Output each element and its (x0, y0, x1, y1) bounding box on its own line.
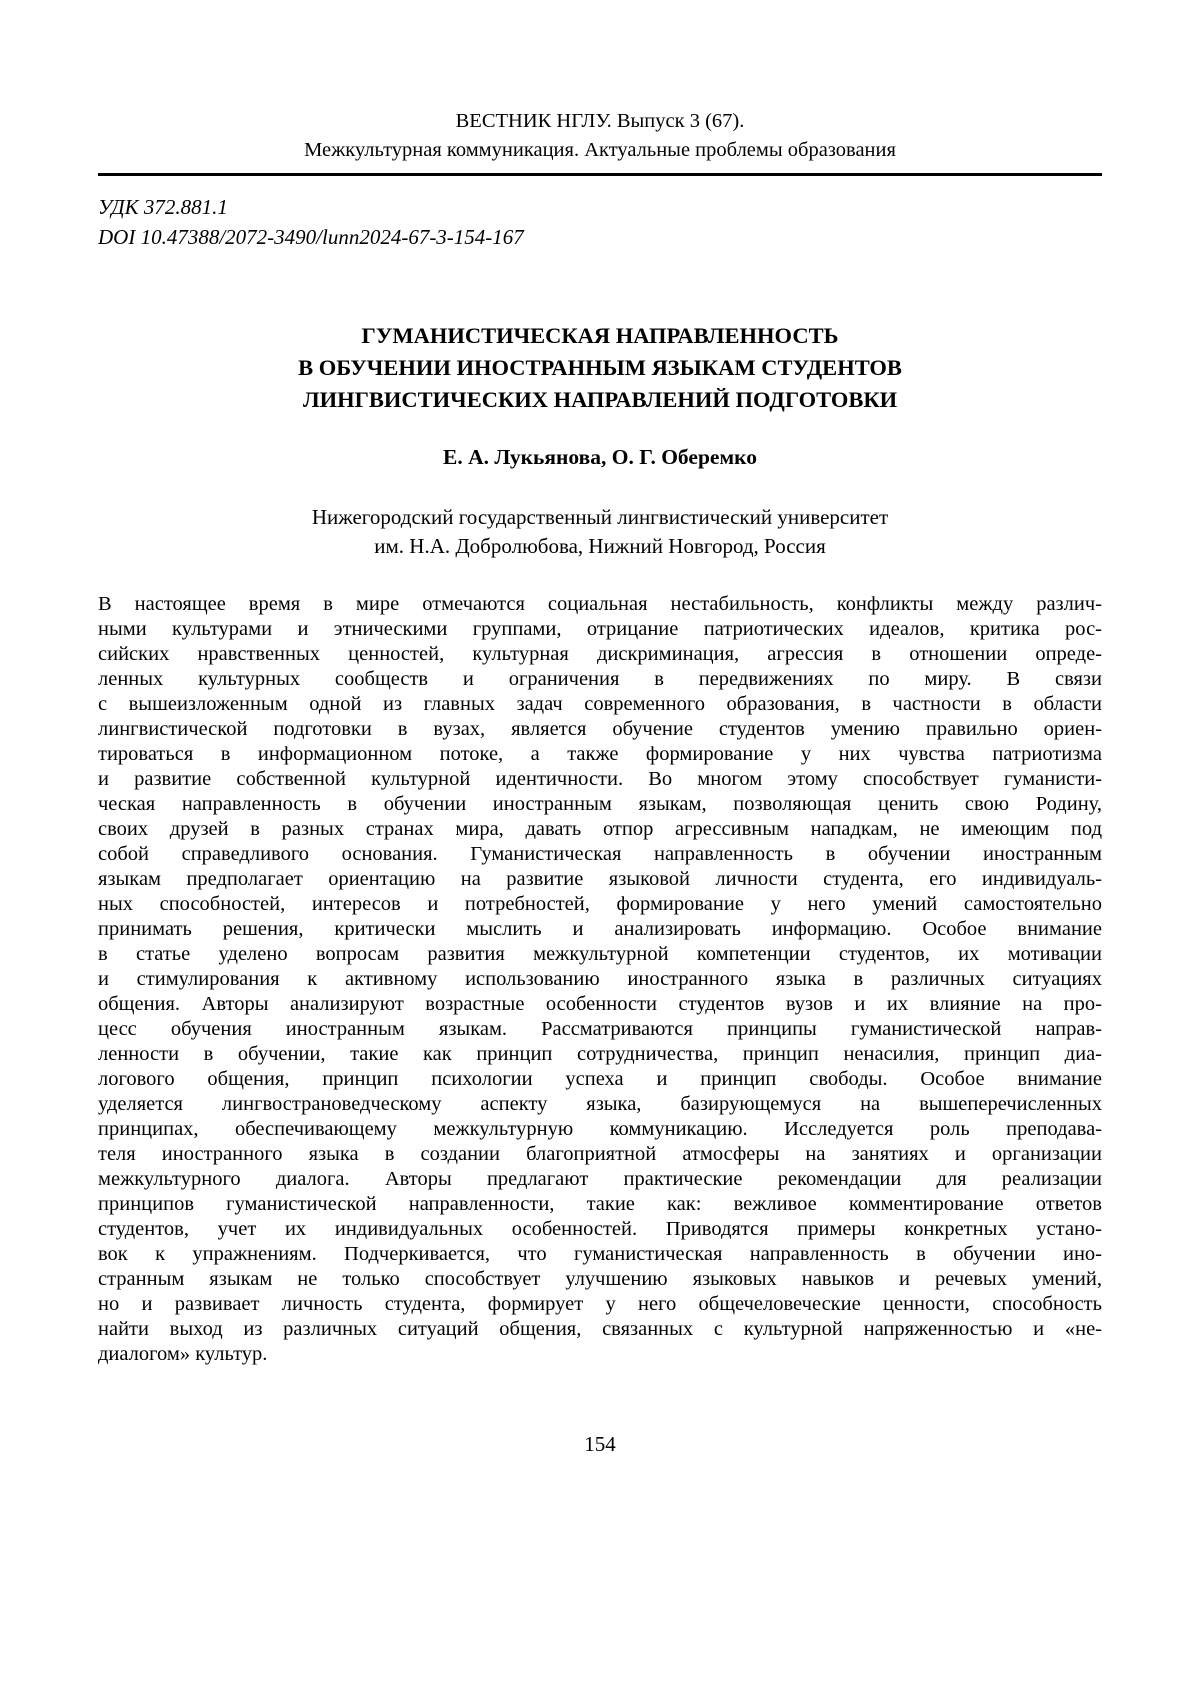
abstract-line: лингвистической подготовки в вузах, является обучение студентов умению правильно ориен- (98, 718, 1102, 740)
abstract-line: но и развивает личность студента, формирует у него общечеловеческие ценности, способность (98, 1293, 1102, 1315)
abstract-line: В настоящее время в мире отмечаются социальная нестабильность, конфликты между различ- (98, 593, 1102, 615)
abstract-line: сийских нравственных ценностей, культурная дискриминация, агрессия в отношении опреде- (98, 643, 1102, 665)
abstract-line: в статье уделено вопросам развития межкультурной компетенции студентов, их мотивации (98, 943, 1102, 965)
abstract-line: с вышеизложенным одной из главных задач современного образования, в частности в области (98, 693, 1102, 715)
journal-header-line1: ВЕСТНИК НГЛУ. Выпуск 3 (67). (455, 110, 745, 132)
page-number: 154 (584, 1432, 616, 1456)
abstract-line: и развитие собственной культурной идентичности. Во многом этому способствует гуманисти- (98, 768, 1102, 790)
affiliation-line: им. Н.А. Добролюбова, Нижний Новгород, Россия (374, 534, 826, 558)
abstract-line: принципов гуманистической направленности, такие как: вежливое комментирование ответов (98, 1193, 1102, 1215)
authors-line: Е. А. Лукьянова, О. Г. Оберемко (443, 445, 757, 469)
abstract-line: странным языкам не только способствует улучшению языковых навыков и речевых умений, (98, 1268, 1102, 1290)
abstract-line: ленности в обучении, такие как принцип сотрудничества, принцип ненасилия, принцип диа- (98, 1043, 1102, 1065)
abstract-text (98, 592, 1102, 1367)
abstract-line: и стимулирования к активному использованию иностранного языка в различных ситуациях (98, 968, 1102, 990)
abstract-line: логового общения, принцип психологии успеха и принцип свободы. Особое внимание (98, 1068, 1102, 1090)
article-title-line: ЛИНГВИСТИЧЕСКИХ НАПРАВЛЕНИЙ ПОДГОТОВКИ (302, 387, 898, 412)
abstract-line: межкультурного диалога. Авторы предлагают практические рекомендации для реализации (98, 1168, 1102, 1190)
abstract-line: принимать решения, критически мыслить и анализировать информацию. Особое внимание (98, 918, 1102, 940)
abstract-line: вок к упражнениям. Подчеркивается, что гуманистическая направленность в обучении ино- (98, 1243, 1102, 1265)
journal-header-line2: Межкультурная коммуникация. Актуальные проблемы образования (304, 139, 896, 161)
abstract-line: ленных культурных сообществ и ограничения в передвижениях по миру. В связи (98, 668, 1102, 690)
abstract-line: найти выход из различных ситуаций общения, связанных с культурной напряженностью и «не- (98, 1318, 1102, 1340)
journal-header (98, 0, 1102, 165)
article-title-line: ГУМАНИСТИЧЕСКАЯ НАПРАВЛЕННОСТЬ (361, 323, 839, 348)
abstract-line: теля иностранного языка в создании благоприятной атмосферы на занятиях и организации (98, 1143, 1102, 1165)
udc-code: УДК 372.881.1 (98, 195, 228, 219)
header-divider-rule (98, 173, 1102, 176)
abstract-line: общения. Авторы анализируют возрастные особенности студентов вузов и их влияние на про- (98, 993, 1102, 1015)
article-meta (98, 192, 1102, 252)
affiliation (98, 503, 1102, 561)
abstract-line: студентов, учет их индивидуальных особенностей. Приводятся примеры конкретных устано- (98, 1218, 1102, 1240)
abstract-line: языкам предполагает ориентацию на развитие языковой личности студента, его индивидуаль- (98, 868, 1102, 890)
abstract-line: ческая направленность в обучении иностранным языкам, позволяющая ценить свою Родину, (98, 793, 1102, 815)
abstract-line: уделяется лингвострановедческому аспекту языка, базирующемуся на вышеперечисленных (98, 1093, 1102, 1115)
article-title-line: В ОБУЧЕНИИ ИНОСТРАННЫМ ЯЗЫКАМ СТУДЕНТОВ (298, 355, 902, 380)
abstract-line: своих друзей в разных странах мира, давать отпор агрессивным нападкам, не имеющим под (98, 818, 1102, 840)
abstract-line: ными культурами и этническими группами, отрицание патриотических идеалов, критика рос- (98, 618, 1102, 640)
page-content (98, 0, 1102, 1459)
abstract-line: собой справедливого основания. Гуманистическая направленность в обучении иностранным (98, 843, 1102, 865)
abstract-line: ных способностей, интересов и потребностей, формирование у него умений самостоятельно (98, 893, 1102, 915)
abstract-line: тироваться в информационном потоке, а также формирование у них чувства патриотизма (98, 743, 1102, 765)
abstract-line: диалогом» культур. (98, 1343, 268, 1365)
abstract-line: принципах, обеспечивающему межкультурную коммуникацию. Исследуется роль преподава- (98, 1118, 1102, 1140)
abstract-line: цесс обучения иностранным языкам. Рассматриваются принципы гуманистической направ- (98, 1018, 1102, 1040)
doi-code: DOI 10.47388/2072-3490/lunn2024-67-3-154-167 (98, 225, 524, 249)
affiliation-line: Нижегородский государственный лингвистический университет (311, 505, 889, 529)
article-title (98, 320, 1102, 416)
